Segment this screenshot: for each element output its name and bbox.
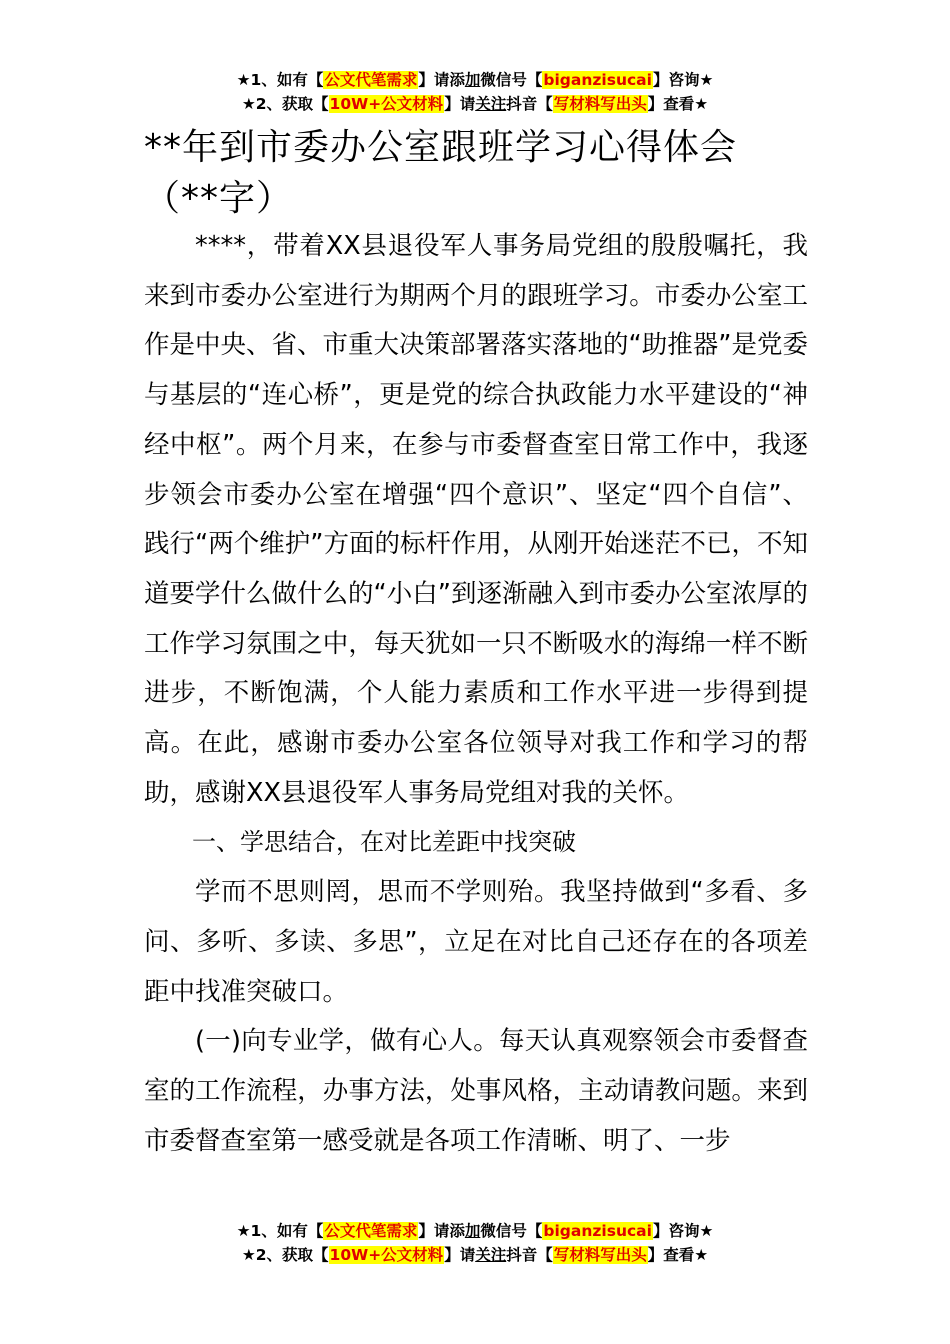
banner-line-2 (0, 1243, 950, 1267)
banner-emphasis: 关注 (475, 1246, 507, 1264)
banner-line-1 (0, 1219, 950, 1243)
highlight-service: 公文代笔需求 (324, 71, 418, 89)
banner-text: 微信号【 (480, 71, 543, 89)
highlight-materials: 10W+公文材料 (329, 1246, 444, 1264)
banner-text: 抖音【 (506, 1246, 553, 1264)
highlight-materials: 10W+公文材料 (329, 95, 444, 113)
banner-text: 抖音【 (506, 95, 553, 113)
banner-text: 】请 (444, 1246, 476, 1264)
bottom-banner (0, 1219, 950, 1267)
banner-text: ★2、获取【 (241, 1246, 329, 1264)
banner-text: 】请 (444, 95, 476, 113)
highlight-douyin-account: 写材料写出头 (553, 95, 647, 113)
banner-text: 】查看★ (647, 1246, 709, 1264)
banner-line-1 (0, 68, 950, 92)
banner-emphasis: 加 (464, 1222, 481, 1240)
document-body (144, 222, 808, 1166)
banner-text: 】咨询★ (652, 71, 714, 89)
banner-text: 】请添 (418, 1222, 465, 1240)
banner-emphasis: 关注 (475, 95, 507, 113)
highlight-douyin-account: 写材料写出头 (553, 1246, 647, 1264)
banner-text: 微信号【 (480, 1222, 543, 1240)
banner-text: 】咨询★ (652, 1222, 714, 1240)
section-heading: 一、学思结合，在对比差距中找突破 (192, 828, 576, 857)
banner-emphasis: 加 (464, 71, 481, 89)
body-paragraph: (一)向专业学，做有心人。每天认真观察领会市委督查室的工作流程，办事方法，处事风格，主动请教问题。来到市委督查室第一感受就是各项工作清晰、明了、一步 (144, 1026, 808, 1156)
banner-text: 】查看★ (647, 95, 709, 113)
banner-line-2 (0, 92, 950, 116)
top-banner (0, 68, 950, 116)
document-title: **年到市委办公室跟班学习心得体会（**字） (144, 127, 738, 219)
banner-text: ★1、如有【 (236, 1222, 324, 1240)
highlight-wechat-id: biganzisucai (543, 1222, 652, 1240)
intro-paragraph: ****，带着XX县退役军人事务局党组的殷殷嘱托，我来到市委办公室进行为期两个月的跟班学习。市委办公室工作是中央、省、市重大决策部署落实落地的“助推器”是党委与基层的“连心桥”，更是党的综合执政能力水平建设的“神经中枢”。两个月来，在参与市委督查室日常工作中，我逐步领会市委办公室在增强“四个意识”、坚定“四个自信”、践行“两个维护”方面的标杆作用，从刚开始迷茫不已，不知道要学什么做什么的“小白”到逐渐融入到市委办公室浓厚的工作学习氛围之中，每天犹如一只不断吸水的海绵一样不断进步，不断饱满，个人能力素质和工作水平进一步得到提高。在此，感谢市委办公室各位领导对我工作和学习的帮助，感谢XX县退役军人事务局党组对我的关怀。 (144, 231, 808, 808)
highlight-wechat-id: biganzisucai (543, 71, 652, 89)
banner-text: ★1、如有【 (236, 71, 324, 89)
highlight-service: 公文代笔需求 (324, 1222, 418, 1240)
banner-text: 】请添 (418, 71, 465, 89)
banner-text: ★2、获取【 (241, 95, 329, 113)
body-paragraph: 学而不思则罔，思而不学则殆。我坚持做到“多看、多问、多听、多读、多思”，立足在对比自己还存在的各项差距中找准突破口。 (144, 877, 808, 1007)
